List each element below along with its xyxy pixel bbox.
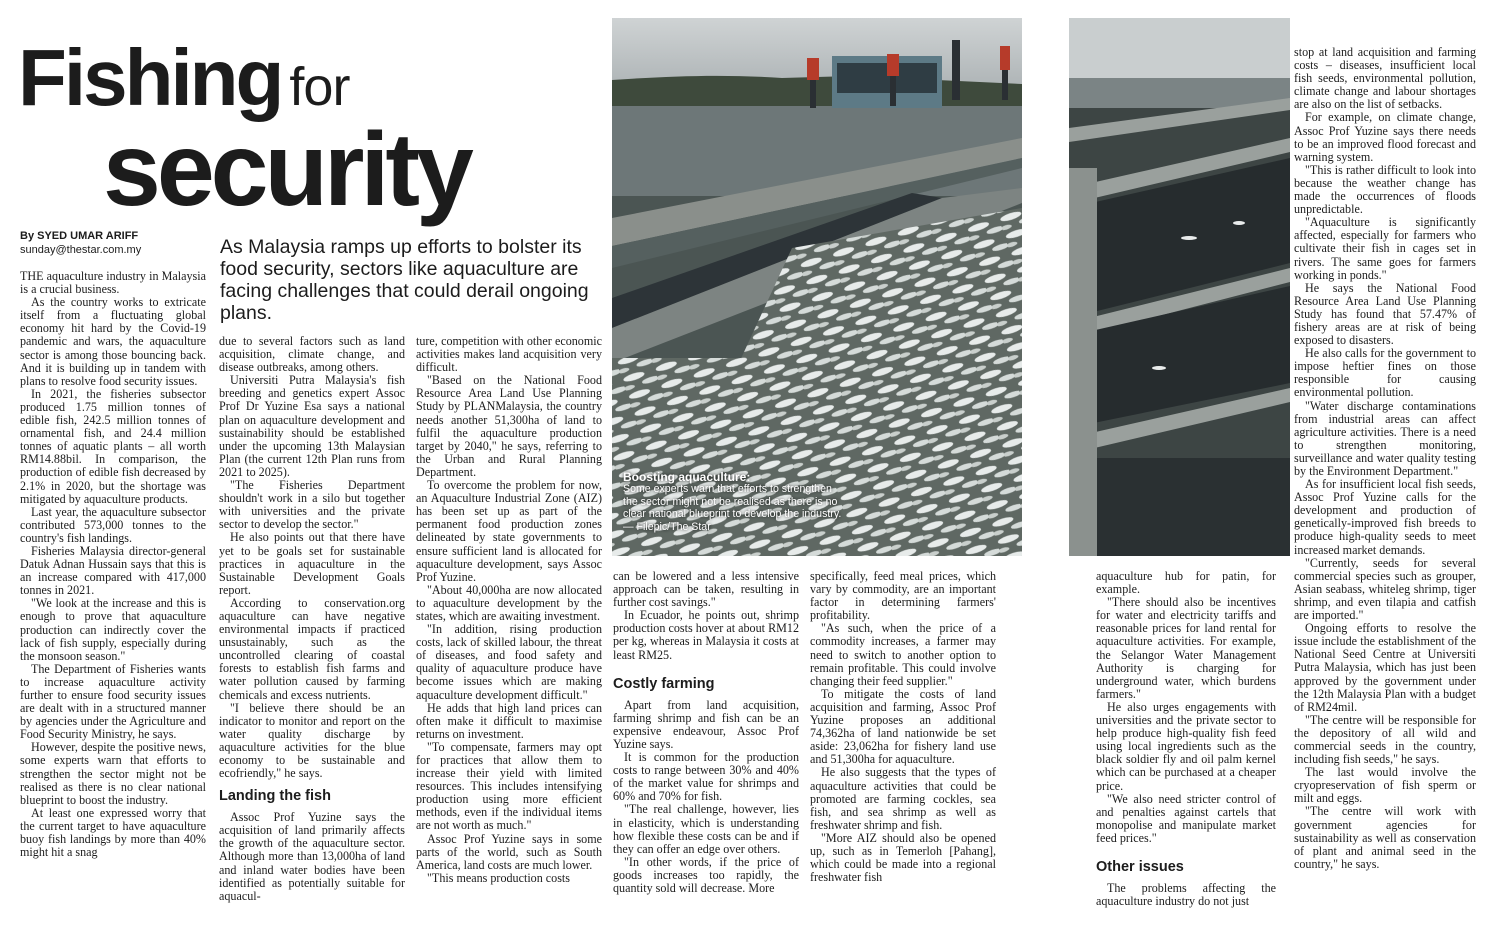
paragraph: Apart from land acquisition, farming shrimp and fish can be an expensive endeavour, Assoc Prof Yuzine says. xyxy=(613,697,799,751)
paragraph: Ongoing efforts to resolve the issue include the establishment of the National Seed Centre at Universiti Putra Malaysia, which has just been approved by the government under the 12th Malaysia Plan with a budget of RM24mil. xyxy=(1294,621,1476,714)
paragraph: He also points out that there have yet to be goals set for sustainable practices in aquaculture in the Sustainable Development Goals report. xyxy=(219,530,405,597)
paragraph: For example, on climate change, Assoc Prof Yuzine says there needs to be an improved flood forecast and warning system. xyxy=(1294,110,1476,164)
article-column-2 xyxy=(219,335,405,903)
article-column-7 xyxy=(1294,46,1476,871)
paragraph: "About 40,000ha are now allocated to aquaculture development by the states, which are awaiting investment. xyxy=(416,582,602,623)
paragraph: It is common for the production costs to range between 30% and 40% of the market value for shrimps and 60% and 70% for fish. xyxy=(613,750,799,804)
article-column-3 xyxy=(416,335,602,885)
paragraph: "The centre will work with government agencies for sustainability as well as conservation of plant and animal seed in the country," he says. xyxy=(1294,804,1476,871)
subhead-landing-the-fish: Landing the fish xyxy=(219,788,331,805)
paragraph: The problems affecting the aquaculture industry do not just xyxy=(1096,880,1276,909)
paragraph: "To compensate, farmers may opt for practices that allow them to increase their yield with limited resources. This includes intensifying production using more efficient methods, even if the individual items are not worth as much." xyxy=(416,739,602,833)
paragraph: "As such, when the price of a commodity increases, a farmer may need to switch to another option to remain profitable. This could involve changing their feed supplier." xyxy=(810,621,996,688)
caption-text: Some experts warn that efforts to strengthen the sector might not be realised as there is no clear national blueprint to develop the industry. — Filepic/The Star xyxy=(623,483,842,533)
paragraph: To mitigate the costs of land acquisition and farming, Assoc Prof Yuzine proposes an additional 74,362ha of land nationwide be set aside: 23,062ha for fishery land use and 51,300ha for aquaculture. xyxy=(810,686,996,767)
paragraph: "We look at the increase and this is enough to prove that aquaculture production can indirectly cover the lack of fish supply, especially during the monsoon season." xyxy=(20,596,206,663)
paragraph: stop at land acquisition and farming costs – diseases, insufficient local fish seeds, environmental pollution, climate change and labour shortages are also on the list of setbacks. xyxy=(1294,45,1476,112)
paragraph: As the country works to extricate itself from a fluctuating global economy hit hard by the Covid-19 pandemic and wars, the aquaculture sector is among those bouncing back. And it is building up in tandem with plans to resolve food security issues. xyxy=(20,295,206,388)
subhead-costly-farming: Costly farming xyxy=(613,675,715,692)
paragraph: He also suggests that the types of aquaculture activities that could be promoted are farming cockles, sea fish, and sea shrimp as well as freshwater shrimp and fish. xyxy=(810,765,996,832)
paragraph: "I believe there should be an indicator to monitor and report on the water quality discharge by aquaculture activities for the blue economy to be sustainable and ecofriendly," he says. xyxy=(219,700,405,781)
paragraph: In 2021, the fisheries subsector produced 1.75 million tonnes of edible fish, 242.5 million tonnes of ornamental fish, and 24.4 million tonnes of aquatic plants – all worth RM14.88bil. In comparison, the production of edible fish decreased by 2.1% in 2020, but the shortage was mitigated by aquaculture products. xyxy=(20,386,206,506)
byline-email: sunday@thestar.com.my xyxy=(20,244,142,256)
paragraph: "There should also be incentives for water and electricity tariffs and reasonable prices for land rental for aquaculture activities. For example, the Selangor Water Management Authority is charging for underground water, which burdens farmers." xyxy=(1096,595,1276,701)
paragraph: However, despite the positive news, some experts warn that efforts to strengthen the sector might not be realised as there is no clear national blueprint to boost the industry. xyxy=(20,740,206,807)
paragraph: He adds that high land prices can often make it difficult to maximise returns on investment. xyxy=(416,700,602,741)
paragraph: At least one expressed worry that the current target to have aquaculture buoy fish landings by more than 40% might hit a snag xyxy=(20,805,206,860)
photo-caption xyxy=(623,471,843,533)
paragraph: ture, competition with other economic activities makes land acquisition very difficult. xyxy=(416,334,602,375)
paragraph: To overcome the problem for now, an Aquaculture Industrial Zone (AIZ) has been set up as part of the permanent food production zones delineated by state governments to ensure sufficient land is allocated for aquaculture development, says Assoc Prof Yuzine. xyxy=(416,478,602,584)
paragraph: "Aquaculture is significantly affected, especially for farmers who cultivate their fish in cages set in rivers. The same goes for farmers working in ponds." xyxy=(1294,215,1476,282)
paragraph: specifically, feed meal prices, which vary by commodity, are an important factor in determining farmers' profitability. xyxy=(810,569,996,623)
paragraph: "The Fisheries Department shouldn't work in a silo but together with universities and the private sector to develop the sector." xyxy=(219,478,405,532)
standfirst: As Malaysia ramps up efforts to bolster its food security, sectors like aquaculture are facing challenges that could derail ongoing plans. xyxy=(220,236,589,324)
fish-cages-photo xyxy=(1069,18,1290,556)
paragraph: He also urges engagements with universities and the private sector to help produce high-quality fish feed using local ingredients such as the black soldier fly and oil palm kernel which can be purchased at a cheaper price. xyxy=(1096,699,1276,793)
paragraph: Universiti Putra Malaysia's fish breeding and genetics expert Assoc Prof Dr Yuzine Esa says a national plan on aquaculture development and sustainability should be established under the upcoming 13th Malaysian Plan (the current 12th Plan runs from 2021 to 2025). xyxy=(219,373,405,479)
paragraph: "This means production costs xyxy=(427,870,570,885)
paragraph: due to several factors such as land acquisition, climate change, and disease outbreaks, among others. xyxy=(219,334,405,375)
article-column-6 xyxy=(1096,570,1276,908)
caption-title: Boosting aquaculture: xyxy=(623,470,751,484)
article-column-5 xyxy=(810,570,996,884)
paragraph: In Ecuador, he points out, shrimp production costs hover at about RM12 per kg, whereas in Malaysia it costs at least RM25. xyxy=(613,608,799,662)
paragraph: "In addition, rising production costs, lack of skilled labour, the threat of diseases, and food safety and quality of aquaculture produce have become issues which are making aquaculture development difficult." xyxy=(416,622,602,702)
paragraph: According to conservation.org aquaculture can have negative environmental impacts if practiced unsustainably, such as the uncontrolled clearing of coastal forests to establish fish farms and water pollution caused by farming chemicals and excess nutrients. xyxy=(219,595,405,702)
paragraph: "Currently, seeds for several commercial species such as grouper, Asian seabass, whiteleg shrimp, tiger shrimp, and even tilapia and catfish are imported." xyxy=(1294,555,1476,623)
paragraph: The Department of Fisheries wants to increase aquaculture activity further to ensure food security issues are dealt with in a structured manner by agencies under the Agriculture and Food Security Ministry, he says. xyxy=(20,661,206,742)
paragraph: As for insufficient local fish seeds, Assoc Prof Yuzine calls for the development and production of genetically-improved fish breeds to produce high-quality seeds to meet increased market demands. xyxy=(1294,477,1476,557)
headline-security: security xyxy=(103,112,470,228)
paragraph: Fisheries Malaysia director-general Datuk Adnan Hussain says that this is an increase compared with 417,000 tonnes in 2021. xyxy=(20,543,206,598)
paragraph: "The centre will be responsible for the depository of all wild and commercial seeds in the country, including fish seeds," he says. xyxy=(1294,712,1476,767)
paragraph: He also calls for the government to impose heftier fines on those responsible for causing environmental pollution. xyxy=(1294,346,1476,400)
paragraph: "We also need stricter control of and penalties against cartels that monopolise and manipulate market feed prices." xyxy=(1096,791,1276,845)
paragraph: "More AIZ should also be opened up, such as in Temerloh [Pahang], which could be made into a regional freshwater fish xyxy=(810,830,996,885)
headline-for: for xyxy=(289,57,350,117)
article-column-4 xyxy=(613,570,799,895)
paragraph: "Water discharge contaminations from industrial areas can affect agriculture activities. There is a need to strengthen monitoring, surveillance and water quality testing by the Environment Department." xyxy=(1294,398,1476,478)
fish-cages-illustration xyxy=(1069,18,1290,556)
paragraph: aquaculture hub for patin, for example. xyxy=(1096,569,1276,597)
paragraph: "The real challenge, however, lies in elasticity, which is understanding how flexible these costs can be and if they can offer an edge over others. xyxy=(613,802,799,856)
paragraph: THE aquaculture industry in Malaysia is a crucial business. xyxy=(20,269,206,297)
paragraph: Assoc Prof Yuzine says the acquisition of land primarily affects the growth of the aquaculture sector. Although more than 13,000ha of land and inland water bodies have been identified as potentially suitable for aquacul- xyxy=(219,810,405,903)
paragraph: The last would involve the cryopreservation of fish sperm or milt and eggs. xyxy=(1294,765,1476,806)
article-column-1 xyxy=(20,270,206,859)
paragraph: "This is rather difficult to look into because the weather change has made the occurrences of floods unpredictable. xyxy=(1294,162,1476,217)
paragraph: He says the National Food Resource Area Land Use Planning Study has found that 57.47% of fishery areas are at risk of being exposed to disasters. xyxy=(1294,280,1476,348)
byline-author: By SYED UMAR ARIFF xyxy=(20,230,139,242)
subhead-other-issues: Other issues xyxy=(1096,858,1184,875)
paragraph: Assoc Prof Yuzine says in some parts of the world, such as South America, land costs are much lower. xyxy=(416,831,602,872)
paragraph: "In other words, if the price of goods increases too rapidly, the quantity sold will decrease. More xyxy=(613,854,799,895)
paragraph: Last year, the aquaculture subsector contributed 573,000 tonnes to the country's fish landings. xyxy=(20,504,206,545)
headline-fishing: Fishing xyxy=(18,33,282,122)
paragraph: "Based on the National Food Resource Area Land Use Planning Study by PLANMalaysia, the country needs another 51,300ha of land to fulfil the aquaculture production target by 2040," he says, referring to the Urban and Rural Planning Department. xyxy=(416,373,602,479)
paragraph: can be lowered and a less intensive approach can be taken, resulting in further cost savings." xyxy=(613,569,799,610)
